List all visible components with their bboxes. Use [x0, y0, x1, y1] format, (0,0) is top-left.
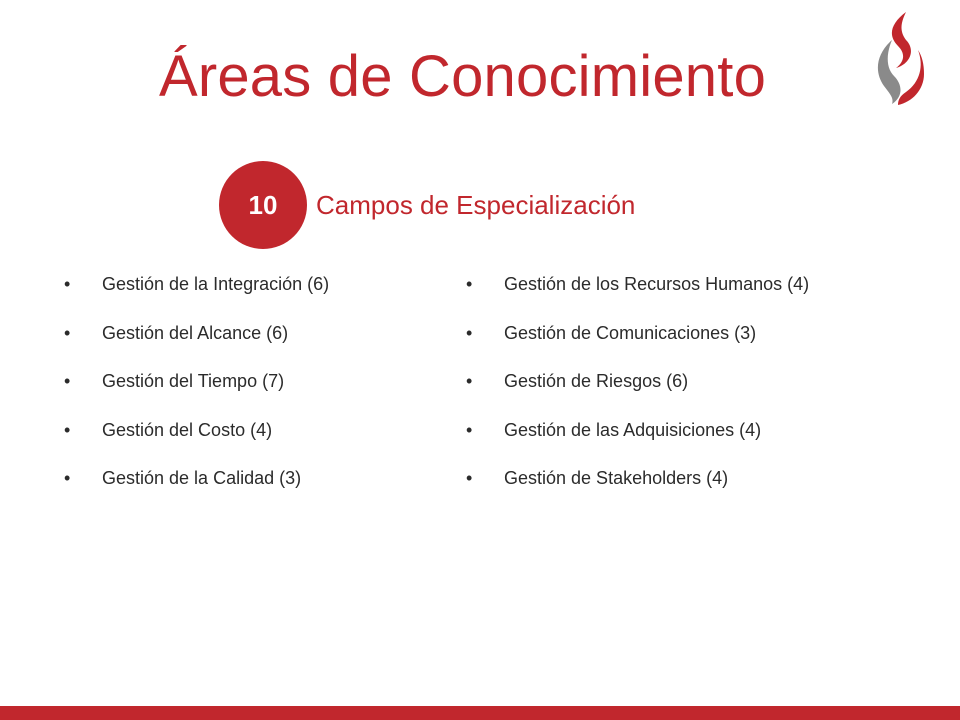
list-item-text: Gestión del Tiempo (7)	[102, 371, 285, 391]
list-item-text: Gestión de Riesgos (6)	[504, 371, 689, 391]
slide-title: Áreas de Conocimiento	[158, 44, 767, 109]
bullet-icon: •	[466, 371, 473, 391]
list-item	[466, 365, 809, 414]
list-item	[64, 365, 329, 414]
bottom-accent-bar	[0, 706, 960, 720]
list-item	[64, 268, 329, 317]
bullet-icon: •	[64, 371, 71, 391]
bullet-icon: •	[64, 419, 71, 440]
list-item-text: Gestión de Stakeholders (4)	[504, 468, 729, 488]
list-item-text: Gestión de los Recursos Humanos (4)	[504, 274, 810, 294]
bullet-icon: •	[64, 468, 71, 488]
bullet-icon: •	[64, 274, 71, 294]
count-badge: 10	[219, 161, 307, 249]
list-item-text: Gestión de las Adquisiciones (4)	[504, 419, 762, 440]
right-bullet-list	[466, 268, 809, 511]
list-item-text: Gestión de la Integración (6)	[102, 274, 330, 294]
list-item	[466, 268, 809, 317]
bullet-icon: •	[466, 419, 473, 440]
list-item	[466, 462, 809, 511]
bullet-icon: •	[466, 274, 473, 294]
list-item	[64, 317, 329, 366]
section-subtitle: Campos de Especialización	[316, 190, 636, 220]
list-item-text: Gestión de Comunicaciones (3)	[504, 322, 757, 343]
list-item-text: Gestión de la Calidad (3)	[102, 468, 302, 488]
list-item	[64, 462, 329, 511]
list-item-text: Gestión del Alcance (6)	[102, 322, 289, 343]
bullet-icon: •	[466, 468, 473, 488]
left-bullet-list	[64, 268, 329, 511]
bullet-icon: •	[466, 322, 473, 343]
list-item	[64, 414, 329, 463]
list-item	[466, 317, 809, 366]
list-item-text: Gestión del Costo (4)	[102, 419, 273, 440]
bullet-icon: •	[64, 322, 71, 343]
list-item	[466, 414, 809, 463]
flame-logo-icon	[872, 10, 926, 106]
